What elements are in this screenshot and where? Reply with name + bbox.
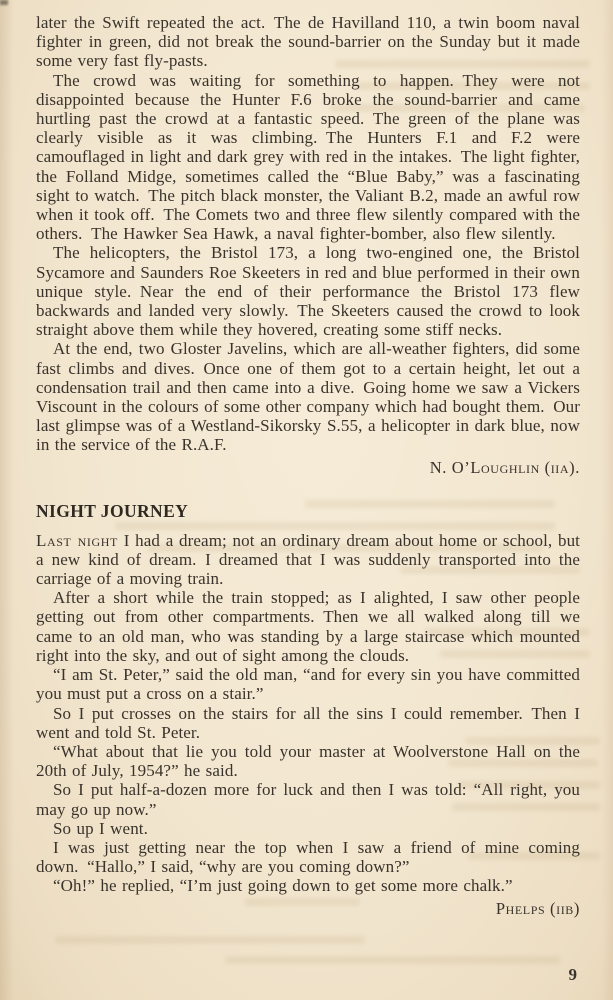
paragraph: I was just getting near the top when I saw a friend of mine coming down. “Hallo,” I said, “why are you coming down?” [36, 837, 580, 877]
paragraph: At the end, two Gloster Javelins, which are all-weather fighters, did some fast climbs and dives. Once one of them got to a certain height, let out a condensation trail and then came into a dive. Going home we saw a Vickers Viscount in the colours of some other company which had bought them. Our last glimpse was of a Westland-Sikorsky S.55, a helicopter in dark blue, now in the service of the R.A.F. [36, 339, 580, 455]
showthrough-mark [225, 956, 560, 964]
showthrough-mark [55, 936, 365, 944]
paragraph: So I put half-a-dozen more for luck and then I was told: “All right, you may go up now.” [36, 780, 580, 819]
paragraph-text: I had a dream; not an ordinary dream about home or school, but a new kind of dream. I dreamed that I was suddenly transported into the carriage of a moving train. [36, 530, 580, 589]
paragraph-lead-in: Last night [36, 530, 118, 550]
author-signature: Phelps (iib) [495, 898, 580, 918]
page-edge-shadow-left [0, 0, 14, 1000]
page-number: 9 [568, 965, 577, 984]
text-column [36, 13, 580, 918]
paragraph: later the Swift repeated the act. The de Havilland 110, a twin boom naval fighter in green, did not break the sound-barrier on the Sunday but it made some very fast fly-pasts. [36, 13, 580, 71]
paragraph: “Oh!” he replied, “I’m just going down to get some more chalk.” [53, 876, 513, 896]
page-edge-shadow-right [601, 0, 613, 1000]
paragraph: The helicopters, the Bristol 173, a long two-engined one, the Bristol Sycamore and Saunders Roe Skeeters in red and blue performed in their own unique style. Near the end of their performance the Bristol 173 flew backwards and landed very slowly. The Skeeters caused the crowd to look straight above them while they hovered, creating some stiff necks. [36, 243, 580, 340]
scan-corner-speck [0, 0, 8, 5]
paragraph: After a short while the train stopped; as I alighted, I saw other people getting out from other compartments. Then we all walked along till we came to an old man, who was standing by a large staircase which mounted right into the sky, and out of sight among the clouds. [36, 588, 580, 665]
paragraph [36, 531, 580, 589]
paragraph: “I am St. Peter,” said the old man, “and for every sin you have committed you must put a cross on a stair.” [36, 665, 580, 704]
paragraph: The crowd was waiting for something to happen. They were not disappointed because the Hunter F.6 broke the sound-barrier and came hurtling past the crowd at a fantastic speed. The green of the plane was clearly visible as it was climbing. The Hunters F.1 and F.2 were camouflaged in light and dark grey with red in the intakes. The light fighter, the Folland Midge, sometimes called the “Blue Baby,” was a fascinating sight to watch. The pitch black monster, the Valiant B.2, made an awful row when it took off. The Comets two and three flew silently compared with the others. The Hawker Sea Hawk, a naval fighter-bomber, also flew silently. [36, 70, 580, 244]
author-signature: N. O’Loughlin (iia). [429, 457, 580, 477]
essay-night-journey [36, 502, 580, 918]
essay-title: NIGHT JOURNEY [36, 500, 189, 521]
paragraph: “What about that lie you told your master at Woolverstone Hall on the 20th of July, 1954?” he said. [36, 741, 580, 781]
essay-air-display [36, 13, 580, 477]
paragraph: So up I went. [53, 818, 148, 838]
paragraph: So I put crosses on the stairs for all the sins I could remember. Then I went and told St. Peter. [36, 703, 580, 742]
